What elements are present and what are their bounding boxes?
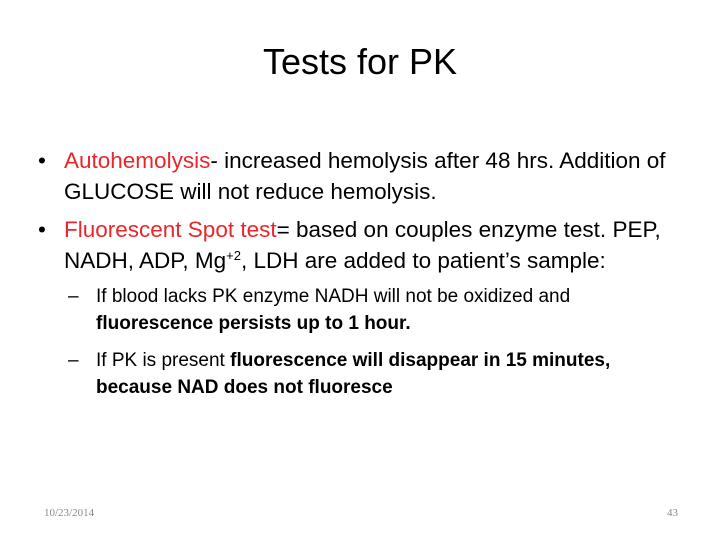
- bullet-text: = based on couples enzyme test. PEP, NADH, ADP, Mg: [64, 217, 661, 273]
- sub-bullet-marker: –: [68, 350, 79, 371]
- sub-bullet-bold-text: fluorescence will disappear in 15 minutes, because NAD does not fluoresce: [96, 350, 611, 398]
- bullet-text-continued: , LDH are added to patient’s sample:: [240, 248, 606, 273]
- sub-bullet-text: If PK is present: [96, 350, 231, 371]
- bullet-term: Autohemolysis: [64, 148, 211, 173]
- sub-bullet-marker: –: [68, 286, 79, 307]
- bullet-marker: •: [38, 148, 46, 173]
- superscript: +2: [226, 248, 241, 263]
- bullet-term: Fluorescent Spot test: [64, 217, 277, 242]
- slide-body: [36, 145, 691, 411]
- bullet-text: - increased hemolysis after 48 hrs. Addition of GLUCOSE will not reduce hemolysis.: [64, 148, 666, 204]
- sub-bullet-bold-text: fluorescence persists up to 1 hour.: [96, 313, 411, 334]
- footer-date: 10/23/2014: [44, 507, 95, 519]
- sub-bullet-pk-present: [66, 347, 691, 401]
- footer-page-number: 43: [667, 507, 678, 519]
- sub-bullet-text: If blood lacks PK enzyme NADH will not be oxidized and: [96, 286, 571, 307]
- bullet-fluorescent-spot-test: [36, 214, 691, 276]
- slide-title: Tests for PK: [262, 41, 458, 82]
- bullet-autohemolysis: [36, 145, 691, 207]
- sub-bullet-lacks-pk: [66, 283, 691, 337]
- bullet-marker: •: [38, 217, 46, 242]
